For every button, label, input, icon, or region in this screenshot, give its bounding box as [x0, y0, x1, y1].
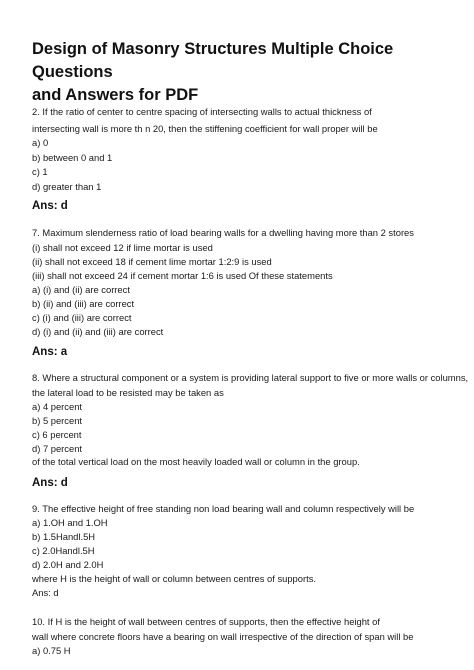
- q7-option-d: d) (i) and (ii) and (iii) are correct: [32, 326, 164, 337]
- q8-line-1: 8. Where a structural component or a system is providing lateral support to five or more walls or columns,: [32, 372, 469, 383]
- q7-answer: Ans: a: [32, 346, 68, 358]
- q7-statement-2: (ii) shall not exceed 18 if cement lime mortar 1:2:9 is used: [32, 256, 272, 267]
- q8-answer: Ans: d: [32, 477, 68, 489]
- q7-statement-3: (iii) shall not exceed 24 if cement mortar 1:6 is used Of these statements: [32, 270, 333, 281]
- q7-option-c: c) (i) and (iii) are correct: [32, 312, 132, 323]
- title-line-2: and Answers for PDF: [32, 86, 199, 104]
- document-title: [32, 38, 452, 107]
- title-line-1: Design of Masonry Structures Multiple Choice Questions: [32, 40, 394, 81]
- q7-option-b: b) (ii) and (iii) are correct: [32, 298, 135, 309]
- q9-answer: Ans: d: [32, 587, 59, 598]
- q8-tail: of the total vertical load on the most heavily loaded wall or column in the group.: [32, 456, 360, 467]
- q10-line-2: wall where concrete floors have a bearing on wall irrespective of the direction of span will be: [32, 631, 414, 642]
- q2-line-2: intersecting wall is more th n 20, then the stiffening coefficient for wall proper will be: [32, 123, 378, 134]
- q9-tail: where H is the height of wall or column between centres of supports.: [32, 573, 317, 584]
- q7-statement-1: (i) shall not exceed 12 if lime mortar is used: [32, 242, 213, 253]
- q2-option-b: b) between 0 and 1: [32, 152, 113, 163]
- q9-option-d: d) 2.0H and 2.0H: [32, 559, 104, 570]
- q8-option-d: d) 7 percent: [32, 443, 83, 454]
- q10-line-1: 10. If H is the height of wall between centres of supports, then the effective height of: [32, 616, 380, 627]
- q8-option-c: c) 6 percent: [32, 429, 82, 440]
- q2-option-d: d) greater than 1: [32, 181, 102, 192]
- q9-line-1: 9. The effective height of free standing non load bearing wall and column respectively will be: [32, 503, 415, 514]
- q9-option-c: c) 2.0Handl.5H: [32, 545, 95, 556]
- q2-answer: Ans: d: [32, 200, 68, 212]
- q2-option-a: a) 0: [32, 137, 49, 148]
- q10-option-a: a) 0.75 H: [32, 645, 71, 656]
- q8-line-2: the lateral load to be resisted may be taken as: [32, 387, 224, 398]
- q7-line-1: 7. Maximum slenderness ratio of load bearing walls for a dwelling having more than 2 stores: [32, 227, 414, 238]
- q9-option-b: b) 1.5Handl.5H: [32, 531, 96, 542]
- q9-option-a: a) 1.OH and 1.OH: [32, 517, 108, 528]
- q8-option-a: a) 4 percent: [32, 401, 83, 412]
- q8-option-b: b) 5 percent: [32, 415, 83, 426]
- q2-option-c: c) 1: [32, 166, 48, 177]
- q2-line-1: 2. If the ratio of center to centre spacing of intersecting walls to actual thickness of: [32, 106, 372, 117]
- q7-option-a: a) (i) and (ii) are correct: [32, 284, 130, 295]
